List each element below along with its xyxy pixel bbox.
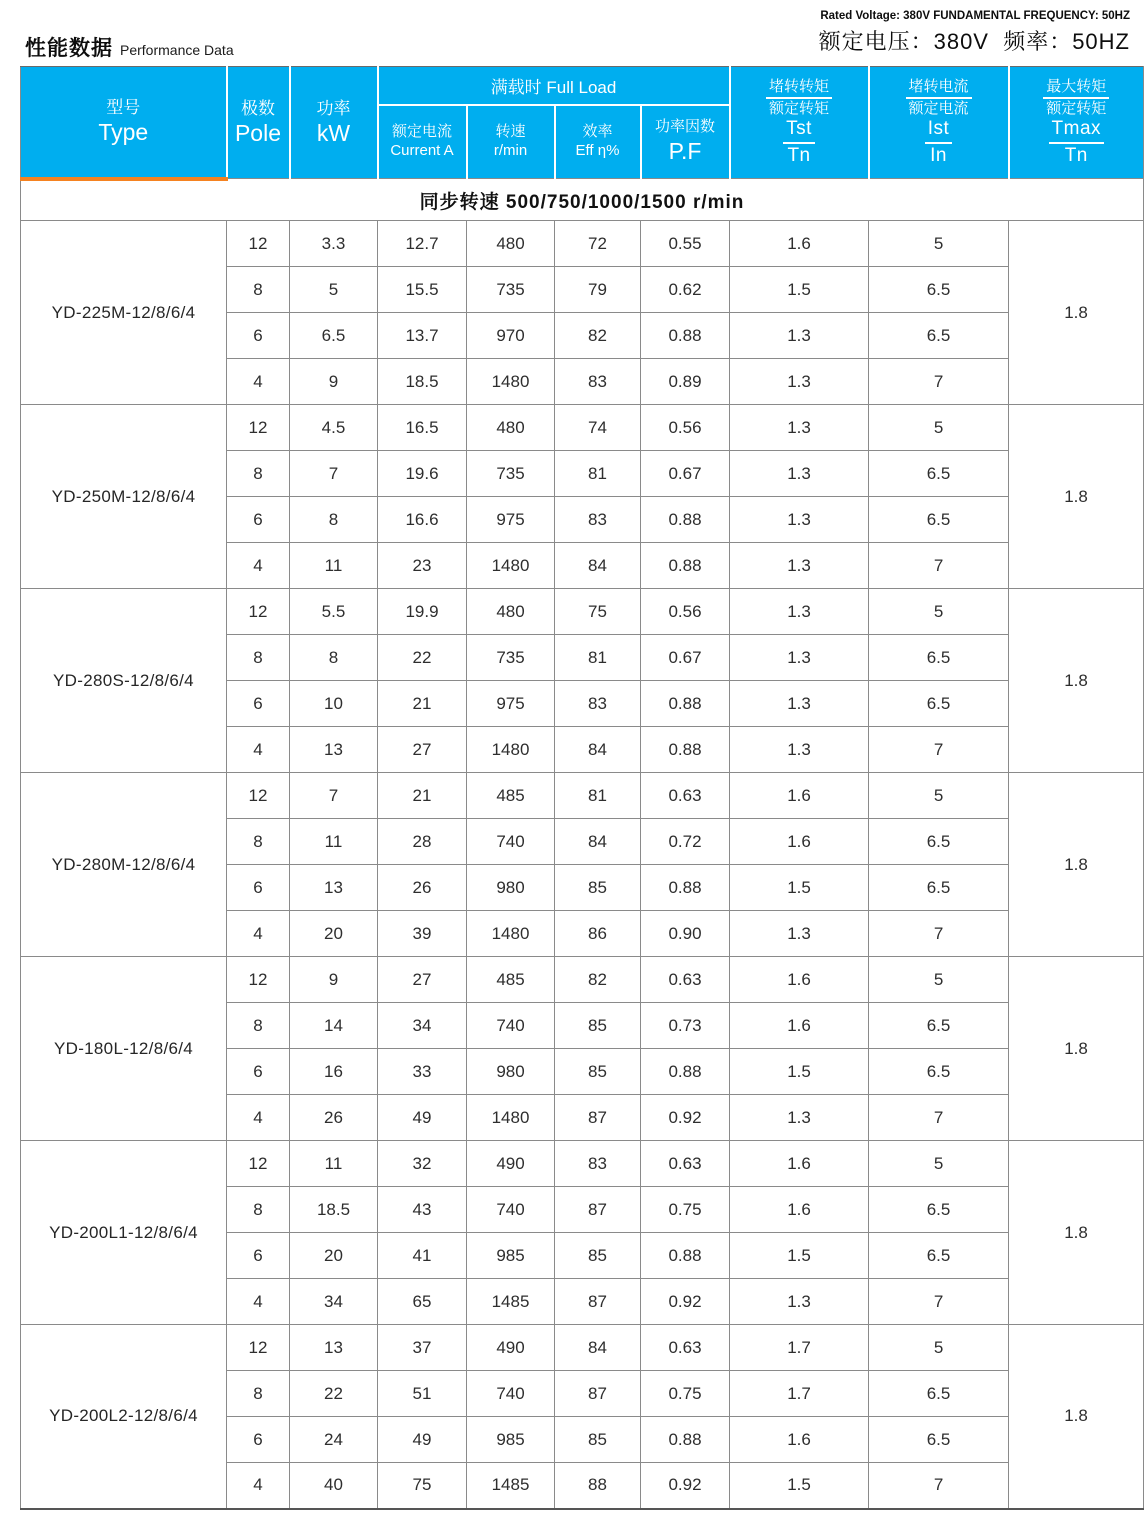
cell-current-a: 32 (378, 1141, 467, 1187)
cell-tst-tn: 1.5 (730, 1049, 869, 1095)
cell-power-kw: 11 (290, 819, 378, 865)
cell-motor-type: YD-225M-12/8/6/4 (21, 221, 227, 405)
cell-eff: 82 (555, 313, 641, 359)
cell-current-a: 28 (378, 819, 467, 865)
cell-pole: 12 (227, 773, 290, 819)
ist-den-zh: 额定电流 (908, 99, 969, 117)
cell-pole: 12 (227, 1325, 290, 1371)
tmax-den: Tn (1064, 144, 1088, 166)
cell-power-kw: 24 (290, 1417, 378, 1463)
col-header-current-zh: 额定电流 (391, 123, 452, 140)
cell-current-a: 43 (378, 1187, 467, 1233)
cell-pf: 0.88 (641, 1417, 730, 1463)
col-header-type (21, 67, 227, 179)
cell-pf: 0.56 (641, 405, 730, 451)
col-header-pole (227, 67, 290, 179)
cell-current-a: 75 (378, 1463, 467, 1509)
cell-power-kw: 40 (290, 1463, 378, 1509)
cell-ist-in: 6.5 (869, 451, 1009, 497)
cell-current-a: 21 (378, 681, 467, 727)
cell-ist-in: 7 (869, 359, 1009, 405)
cell-eff: 81 (555, 773, 641, 819)
cell-pole: 8 (227, 451, 290, 497)
cell-current-a: 19.9 (378, 589, 467, 635)
cell-ist-in: 6.5 (869, 865, 1009, 911)
cell-ist-in: 5 (869, 589, 1009, 635)
col-header-power-zh: 功率 (316, 98, 351, 118)
col-header-current (378, 105, 467, 179)
cell-tst-tn: 1.3 (730, 313, 869, 359)
cell-eff: 85 (555, 1003, 641, 1049)
col-header-speed-en: r/min (493, 141, 528, 159)
ist-in-fraction (870, 78, 1008, 168)
cell-power-kw: 11 (290, 1141, 378, 1187)
cell-pole: 8 (227, 1003, 290, 1049)
cell-current-a: 12.7 (378, 221, 467, 267)
cell-pf: 0.73 (641, 1003, 730, 1049)
cell-ist-in: 7 (869, 727, 1009, 773)
cell-ist-in: 6.5 (869, 1049, 1009, 1095)
table-header (21, 67, 1144, 221)
cell-pole: 4 (227, 727, 290, 773)
cell-motor-type: YD-250M-12/8/6/4 (21, 405, 227, 589)
col-header-pf-en: P.F (668, 137, 702, 164)
cell-ist-in: 6.5 (869, 681, 1009, 727)
cell-pole: 8 (227, 819, 290, 865)
col-header-power-en: kW (316, 119, 351, 146)
cell-eff: 85 (555, 1049, 641, 1095)
cell-pole: 4 (227, 1463, 290, 1509)
tmax-tn-fraction (1010, 78, 1144, 168)
cell-power-kw: 5 (290, 267, 378, 313)
cell-current-a: 13.7 (378, 313, 467, 359)
cell-pf: 0.63 (641, 1325, 730, 1371)
cell-ist-in: 7 (869, 543, 1009, 589)
col-header-pole-en: Pole (234, 119, 282, 146)
cell-pf: 0.55 (641, 221, 730, 267)
cell-eff: 81 (555, 451, 641, 497)
cell-ist-in: 6.5 (869, 1003, 1009, 1049)
cell-speed-rmin: 740 (467, 819, 555, 865)
cell-ist-in: 7 (869, 1279, 1009, 1325)
cell-pole: 4 (227, 359, 290, 405)
cell-eff: 87 (555, 1279, 641, 1325)
cell-speed-rmin: 975 (467, 681, 555, 727)
cell-tst-tn: 1.6 (730, 1187, 869, 1233)
cell-speed-rmin: 490 (467, 1325, 555, 1371)
cell-pf: 0.75 (641, 1187, 730, 1233)
cell-power-kw: 10 (290, 681, 378, 727)
ist-num-zh: 堵转电流 (906, 78, 972, 99)
ist-num: Ist (925, 118, 953, 144)
cell-tst-tn: 1.7 (730, 1371, 869, 1417)
cell-current-a: 16.6 (378, 497, 467, 543)
cell-speed-rmin: 740 (467, 1371, 555, 1417)
cell-tst-tn: 1.3 (730, 543, 869, 589)
table-row (21, 1141, 1144, 1187)
col-header-tmax-tn (1009, 67, 1144, 179)
cell-current-a: 51 (378, 1371, 467, 1417)
cell-ist-in: 5 (869, 957, 1009, 1003)
cell-speed-rmin: 980 (467, 865, 555, 911)
page-title-en: Performance Data (120, 42, 234, 58)
cell-power-kw: 26 (290, 1095, 378, 1141)
cell-ist-in: 6.5 (869, 635, 1009, 681)
rated-voltage-block (819, 10, 1130, 56)
cell-power-kw: 6.5 (290, 313, 378, 359)
cell-pole: 8 (227, 1187, 290, 1233)
cell-speed-rmin: 490 (467, 1141, 555, 1187)
cell-power-kw: 7 (290, 451, 378, 497)
cell-ist-in: 6.5 (869, 497, 1009, 543)
cell-ist-in: 7 (869, 1095, 1009, 1141)
col-header-pf (641, 105, 730, 179)
cell-pf: 0.89 (641, 359, 730, 405)
cell-ist-in: 6.5 (869, 267, 1009, 313)
cell-power-kw: 20 (290, 1233, 378, 1279)
cell-current-a: 27 (378, 957, 467, 1003)
cell-power-kw: 9 (290, 957, 378, 1003)
cell-current-a: 26 (378, 865, 467, 911)
cell-eff: 83 (555, 497, 641, 543)
cell-speed-rmin: 1480 (467, 911, 555, 957)
col-header-eff (555, 105, 641, 179)
cell-power-kw: 20 (290, 911, 378, 957)
col-header-power-kw (290, 67, 378, 179)
cell-ist-in: 5 (869, 1325, 1009, 1371)
cell-current-a: 41 (378, 1233, 467, 1279)
cell-pole: 12 (227, 957, 290, 1003)
cell-ist-in: 5 (869, 1141, 1009, 1187)
cell-speed-rmin: 735 (467, 635, 555, 681)
cell-current-a: 18.5 (378, 359, 467, 405)
col-header-type-zh: 型号 (106, 97, 141, 117)
cell-power-kw: 3.3 (290, 221, 378, 267)
cell-power-kw: 18.5 (290, 1187, 378, 1233)
cell-speed-rmin: 1480 (467, 543, 555, 589)
cell-eff: 85 (555, 1233, 641, 1279)
cell-ist-in: 6.5 (869, 1371, 1009, 1417)
cell-speed-rmin: 735 (467, 267, 555, 313)
col-header-speed-zh: 转速 (495, 123, 526, 140)
cell-pole: 6 (227, 313, 290, 359)
cell-current-a: 65 (378, 1279, 467, 1325)
col-header-eff-zh: 效率 (582, 123, 613, 140)
cell-tmax-tn: 1.8 (1009, 957, 1144, 1141)
cell-pf: 0.92 (641, 1095, 730, 1141)
cell-current-a: 37 (378, 1325, 467, 1371)
cell-speed-rmin: 740 (467, 1003, 555, 1049)
table-body (21, 221, 1144, 1509)
cell-power-kw: 7 (290, 773, 378, 819)
cell-power-kw: 4.5 (290, 405, 378, 451)
cell-tmax-tn: 1.8 (1009, 221, 1144, 405)
cell-current-a: 19.6 (378, 451, 467, 497)
cell-speed-rmin: 485 (467, 773, 555, 819)
cell-speed-rmin: 1485 (467, 1279, 555, 1325)
cell-motor-type: YD-200L1-12/8/6/4 (21, 1141, 227, 1325)
cell-tst-tn: 1.5 (730, 1463, 869, 1509)
cell-motor-type: YD-280M-12/8/6/4 (21, 773, 227, 957)
cell-pf: 0.75 (641, 1371, 730, 1417)
cell-current-a: 33 (378, 1049, 467, 1095)
cell-speed-rmin: 985 (467, 1233, 555, 1279)
cell-current-a: 22 (378, 635, 467, 681)
cell-ist-in: 6.5 (869, 1233, 1009, 1279)
cell-current-a: 21 (378, 773, 467, 819)
cell-tst-tn: 1.3 (730, 635, 869, 681)
cell-ist-in: 5 (869, 405, 1009, 451)
cell-eff: 74 (555, 405, 641, 451)
cell-speed-rmin: 975 (467, 497, 555, 543)
cell-eff: 85 (555, 865, 641, 911)
cell-speed-rmin: 480 (467, 405, 555, 451)
cell-tmax-tn: 1.8 (1009, 405, 1144, 589)
performance-data-table (20, 66, 1144, 1510)
cell-pf: 0.88 (641, 681, 730, 727)
cell-power-kw: 5.5 (290, 589, 378, 635)
cell-eff: 83 (555, 1141, 641, 1187)
cell-speed-rmin: 985 (467, 1417, 555, 1463)
cell-pf: 0.88 (641, 543, 730, 589)
cell-speed-rmin: 1480 (467, 727, 555, 773)
cell-speed-rmin: 1480 (467, 1095, 555, 1141)
tmax-num: Tmax (1049, 118, 1105, 144)
sync-speed-banner: 同步转速 500/750/1000/1500 r/min (21, 179, 1144, 221)
cell-eff: 79 (555, 267, 641, 313)
cell-motor-type: YD-280S-12/8/6/4 (21, 589, 227, 773)
cell-eff: 83 (555, 359, 641, 405)
cell-pole: 6 (227, 1049, 290, 1095)
cell-speed-rmin: 740 (467, 1187, 555, 1233)
cell-speed-rmin: 1485 (467, 1463, 555, 1509)
cell-pole: 12 (227, 221, 290, 267)
cell-eff: 84 (555, 727, 641, 773)
cell-power-kw: 8 (290, 635, 378, 681)
cell-tst-tn: 1.5 (730, 267, 869, 313)
cell-tst-tn: 1.3 (730, 1279, 869, 1325)
cell-tst-tn: 1.5 (730, 865, 869, 911)
col-header-full-load: 满载时 Full Load (378, 67, 730, 105)
cell-eff: 81 (555, 635, 641, 681)
cell-tst-tn: 1.3 (730, 405, 869, 451)
cell-pf: 0.88 (641, 497, 730, 543)
cell-current-a: 27 (378, 727, 467, 773)
tst-den: Tn (787, 144, 811, 166)
cell-pf: 0.63 (641, 957, 730, 1003)
cell-tst-tn: 1.3 (730, 497, 869, 543)
cell-tmax-tn: 1.8 (1009, 1325, 1144, 1509)
cell-pole: 6 (227, 681, 290, 727)
cell-tst-tn: 1.3 (730, 1095, 869, 1141)
cell-tst-tn: 1.5 (730, 1233, 869, 1279)
cell-tst-tn: 1.3 (730, 727, 869, 773)
cell-tst-tn: 1.3 (730, 589, 869, 635)
cell-eff: 86 (555, 911, 641, 957)
cell-tmax-tn: 1.8 (1009, 589, 1144, 773)
page-title-zh: 性能数据 (25, 37, 113, 60)
cell-pole: 8 (227, 267, 290, 313)
ist-den: In (930, 144, 947, 166)
rated-voltage-line-en: Rated Voltage: 380V FUNDAMENTAL FREQUENCY: 50HZ (820, 10, 1130, 22)
cell-pf: 0.56 (641, 589, 730, 635)
cell-tst-tn: 1.6 (730, 221, 869, 267)
cell-pf: 0.90 (641, 911, 730, 957)
cell-ist-in: 7 (869, 1463, 1009, 1509)
table-row (21, 589, 1144, 635)
cell-current-a: 49 (378, 1095, 467, 1141)
cell-pole: 6 (227, 865, 290, 911)
col-header-current-en: Current A (390, 141, 454, 159)
cell-ist-in: 6.5 (869, 1417, 1009, 1463)
cell-eff: 85 (555, 1417, 641, 1463)
cell-eff: 83 (555, 681, 641, 727)
cell-pole: 12 (227, 1141, 290, 1187)
cell-pf: 0.63 (641, 1141, 730, 1187)
cell-pole: 6 (227, 497, 290, 543)
table-row (21, 1325, 1144, 1371)
tst-num-zh: 堵转转矩 (766, 78, 832, 99)
cell-pole: 8 (227, 1371, 290, 1417)
cell-power-kw: 9 (290, 359, 378, 405)
cell-current-a: 23 (378, 543, 467, 589)
cell-speed-rmin: 480 (467, 589, 555, 635)
table-row (21, 221, 1144, 267)
col-header-pole-zh: 极数 (241, 98, 275, 118)
cell-ist-in: 6.5 (869, 1187, 1009, 1233)
cell-pole: 12 (227, 589, 290, 635)
tst-num: Tst (783, 118, 815, 144)
cell-power-kw: 11 (290, 543, 378, 589)
cell-tst-tn: 1.3 (730, 451, 869, 497)
page-header (0, 0, 1146, 66)
col-header-tst-tn (730, 67, 869, 179)
cell-pole: 4 (227, 911, 290, 957)
cell-pole: 4 (227, 1095, 290, 1141)
cell-pf: 0.88 (641, 1233, 730, 1279)
cell-current-a: 16.5 (378, 405, 467, 451)
cell-power-kw: 34 (290, 1279, 378, 1325)
tmax-num-zh: 最大转矩 (1043, 78, 1109, 99)
tst-den-zh: 额定转矩 (769, 99, 830, 117)
cell-pole: 6 (227, 1233, 290, 1279)
cell-tst-tn: 1.6 (730, 1417, 869, 1463)
cell-current-a: 15.5 (378, 267, 467, 313)
tmax-den-zh: 额定转矩 (1046, 99, 1107, 117)
cell-eff: 84 (555, 543, 641, 589)
cell-tst-tn: 1.6 (730, 1141, 869, 1187)
cell-eff: 87 (555, 1187, 641, 1233)
cell-eff: 84 (555, 819, 641, 865)
col-header-pf-zh: 功率因数 (655, 118, 716, 135)
cell-ist-in: 7 (869, 911, 1009, 957)
cell-eff: 75 (555, 589, 641, 635)
cell-current-a: 39 (378, 911, 467, 957)
cell-pf: 0.63 (641, 773, 730, 819)
cell-ist-in: 6.5 (869, 313, 1009, 359)
table-row (21, 773, 1144, 819)
cell-tst-tn: 1.3 (730, 359, 869, 405)
cell-pole: 6 (227, 1417, 290, 1463)
cell-tmax-tn: 1.8 (1009, 773, 1144, 957)
cell-speed-rmin: 485 (467, 957, 555, 1003)
cell-power-kw: 13 (290, 727, 378, 773)
col-header-eff-en: Eff η% (575, 141, 620, 159)
cell-power-kw: 22 (290, 1371, 378, 1417)
cell-pole: 12 (227, 405, 290, 451)
col-header-type-en: Type (98, 119, 149, 145)
cell-power-kw: 16 (290, 1049, 378, 1095)
cell-pf: 0.92 (641, 1463, 730, 1509)
cell-speed-rmin: 480 (467, 221, 555, 267)
cell-ist-in: 5 (869, 221, 1009, 267)
cell-eff: 87 (555, 1095, 641, 1141)
table-row (21, 405, 1144, 451)
cell-power-kw: 13 (290, 865, 378, 911)
cell-eff: 87 (555, 1371, 641, 1417)
cell-tst-tn: 1.6 (730, 819, 869, 865)
table-row (21, 957, 1144, 1003)
cell-pf: 0.67 (641, 635, 730, 681)
cell-current-a: 34 (378, 1003, 467, 1049)
cell-pf: 0.62 (641, 267, 730, 313)
col-header-speed (467, 105, 555, 179)
cell-eff: 82 (555, 957, 641, 1003)
cell-pf: 0.67 (641, 451, 730, 497)
cell-ist-in: 5 (869, 773, 1009, 819)
cell-pole: 4 (227, 543, 290, 589)
cell-tst-tn: 1.6 (730, 1003, 869, 1049)
page-title (25, 32, 234, 62)
cell-pf: 0.88 (641, 313, 730, 359)
cell-tst-tn: 1.3 (730, 911, 869, 957)
rated-voltage-line-zh: 额定电压：380V 频率：50HZ (818, 29, 1130, 54)
tst-tn-fraction (731, 78, 868, 168)
cell-power-kw: 14 (290, 1003, 378, 1049)
cell-pf: 0.88 (641, 1049, 730, 1095)
cell-motor-type: YD-180L-12/8/6/4 (21, 957, 227, 1141)
cell-motor-type: YD-200L2-12/8/6/4 (21, 1325, 227, 1509)
cell-tst-tn: 1.6 (730, 957, 869, 1003)
cell-current-a: 49 (378, 1417, 467, 1463)
cell-speed-rmin: 1480 (467, 359, 555, 405)
cell-speed-rmin: 980 (467, 1049, 555, 1095)
col-header-ist-in (869, 67, 1009, 179)
cell-pole: 8 (227, 635, 290, 681)
cell-pf: 0.88 (641, 727, 730, 773)
cell-eff: 72 (555, 221, 641, 267)
cell-tmax-tn: 1.8 (1009, 1141, 1144, 1325)
cell-pf: 0.72 (641, 819, 730, 865)
cell-eff: 88 (555, 1463, 641, 1509)
cell-pf: 0.88 (641, 865, 730, 911)
cell-speed-rmin: 735 (467, 451, 555, 497)
cell-pf: 0.92 (641, 1279, 730, 1325)
cell-eff: 84 (555, 1325, 641, 1371)
cell-ist-in: 6.5 (869, 819, 1009, 865)
cell-power-kw: 13 (290, 1325, 378, 1371)
cell-tst-tn: 1.7 (730, 1325, 869, 1371)
cell-speed-rmin: 970 (467, 313, 555, 359)
cell-power-kw: 8 (290, 497, 378, 543)
cell-tst-tn: 1.6 (730, 773, 869, 819)
cell-pole: 4 (227, 1279, 290, 1325)
cell-tst-tn: 1.3 (730, 681, 869, 727)
